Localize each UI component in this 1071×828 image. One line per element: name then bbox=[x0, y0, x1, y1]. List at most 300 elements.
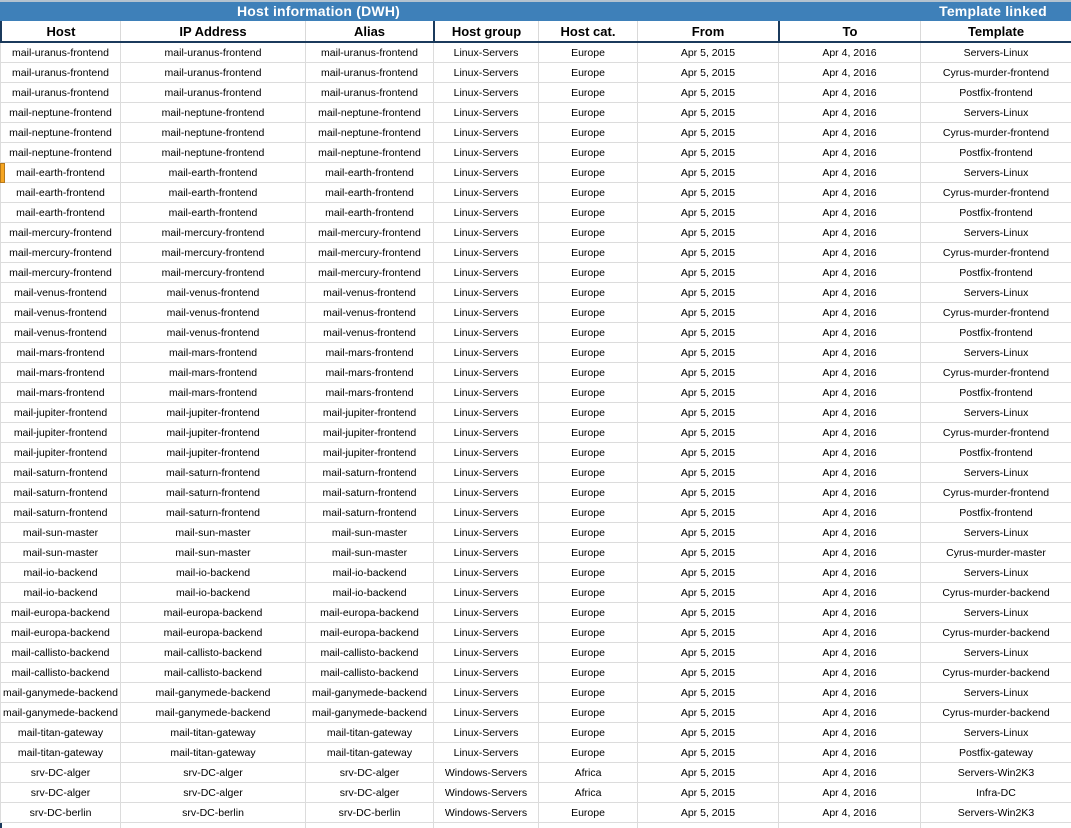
cell-ip: mail-mercury-frontend bbox=[120, 243, 305, 262]
table-row bbox=[0, 63, 1071, 83]
cell-ip: mail-neptune-frontend bbox=[120, 103, 305, 122]
cell-to bbox=[778, 823, 920, 828]
table-row bbox=[0, 583, 1071, 603]
cell-template: Cyrus-murder-frontend bbox=[920, 123, 1071, 142]
cell-host: mail-sun-master bbox=[0, 523, 120, 542]
cell-template: Servers-Linux bbox=[920, 523, 1071, 542]
cell-ip: mail-saturn-frontend bbox=[120, 463, 305, 482]
table-row bbox=[0, 503, 1071, 523]
cell-ip bbox=[120, 823, 305, 828]
cell-to: Apr 4, 2016 bbox=[778, 623, 920, 642]
table-row bbox=[0, 423, 1071, 443]
cell-template: Cyrus-murder-frontend bbox=[920, 63, 1071, 82]
cell-group: Linux-Servers bbox=[433, 283, 538, 302]
table-row bbox=[0, 683, 1071, 703]
cell-ip: mail-mercury-frontend bbox=[120, 263, 305, 282]
cell-alias bbox=[305, 823, 433, 828]
cell-from: Apr 5, 2015 bbox=[637, 163, 778, 182]
cell-cat: Europe bbox=[538, 123, 637, 142]
cell-from: Apr 5, 2015 bbox=[637, 83, 778, 102]
cell-host: mail-europa-backend bbox=[0, 623, 120, 642]
cell-ip: mail-uranus-frontend bbox=[120, 63, 305, 82]
column-header-template: Template bbox=[920, 21, 1071, 41]
cell-group: Windows-Servers bbox=[433, 803, 538, 822]
cell-group: Linux-Servers bbox=[433, 503, 538, 522]
cell-alias: mail-neptune-frontend bbox=[305, 123, 433, 142]
column-header-host: Host bbox=[0, 21, 120, 41]
cell-to: Apr 4, 2016 bbox=[778, 523, 920, 542]
cell-ip: mail-sun-master bbox=[120, 543, 305, 562]
cell-alias: mail-uranus-frontend bbox=[305, 83, 433, 102]
cell-to: Apr 4, 2016 bbox=[778, 203, 920, 222]
table-row bbox=[0, 643, 1071, 663]
cell-host: mail-earth-frontend bbox=[0, 203, 120, 222]
cell-template: Servers-Linux bbox=[920, 563, 1071, 582]
cell-from: Apr 5, 2015 bbox=[637, 463, 778, 482]
cell-template: Servers-Linux bbox=[920, 283, 1071, 302]
cell-host: mail-neptune-frontend bbox=[0, 143, 120, 162]
cell-cat: Europe bbox=[538, 223, 637, 242]
cell-to: Apr 4, 2016 bbox=[778, 463, 920, 482]
cell-ip: mail-callisto-backend bbox=[120, 663, 305, 682]
cell-alias: mail-mars-frontend bbox=[305, 383, 433, 402]
table-row bbox=[0, 743, 1071, 763]
cell-to: Apr 4, 2016 bbox=[778, 423, 920, 442]
cell-alias: mail-mercury-frontend bbox=[305, 263, 433, 282]
cell-template: Cyrus-murder-frontend bbox=[920, 423, 1071, 442]
cell-group: Linux-Servers bbox=[433, 43, 538, 62]
cell-template: Servers-Linux bbox=[920, 643, 1071, 662]
table-row bbox=[0, 363, 1071, 383]
column-header-alias: Alias bbox=[305, 21, 433, 41]
cell-to: Apr 4, 2016 bbox=[778, 683, 920, 702]
cell-group: Linux-Servers bbox=[433, 243, 538, 262]
cell-from: Apr 5, 2015 bbox=[637, 683, 778, 702]
cell-group: Linux-Servers bbox=[433, 683, 538, 702]
cell-from: Apr 5, 2015 bbox=[637, 483, 778, 502]
cell-ip: mail-jupiter-frontend bbox=[120, 403, 305, 422]
cell-group: Linux-Servers bbox=[433, 163, 538, 182]
title-bar bbox=[0, 2, 1071, 21]
cell-cat: Europe bbox=[538, 303, 637, 322]
cell-ip: mail-titan-gateway bbox=[120, 723, 305, 742]
cell-alias: mail-jupiter-frontend bbox=[305, 443, 433, 462]
cell-template: Servers-Linux bbox=[920, 603, 1071, 622]
cell-host: mail-uranus-frontend bbox=[0, 63, 120, 82]
cell-cat: Europe bbox=[538, 803, 637, 822]
cell-alias: mail-saturn-frontend bbox=[305, 463, 433, 482]
cell-to: Apr 4, 2016 bbox=[778, 783, 920, 802]
cell-alias: mail-mars-frontend bbox=[305, 343, 433, 362]
cell-group: Windows-Servers bbox=[433, 783, 538, 802]
cell-to: Apr 4, 2016 bbox=[778, 83, 920, 102]
cell-to: Apr 4, 2016 bbox=[778, 543, 920, 562]
table-left-edge-mark bbox=[0, 823, 2, 828]
cell-cat: Europe bbox=[538, 183, 637, 202]
cell-cat: Europe bbox=[538, 423, 637, 442]
cell-cat: Africa bbox=[538, 783, 637, 802]
table-row bbox=[0, 223, 1071, 243]
table-row bbox=[0, 723, 1071, 743]
cell-template: Cyrus-murder-backend bbox=[920, 583, 1071, 602]
cell-group: Linux-Servers bbox=[433, 543, 538, 562]
column-header-ip: IP Address bbox=[120, 21, 305, 41]
cell-cat: Europe bbox=[538, 683, 637, 702]
cell-template: Servers-Linux bbox=[920, 43, 1071, 62]
table-row bbox=[0, 123, 1071, 143]
cell-host: mail-callisto-backend bbox=[0, 663, 120, 682]
cell-ip: mail-earth-frontend bbox=[120, 203, 305, 222]
cell-from: Apr 5, 2015 bbox=[637, 403, 778, 422]
cell-group: Linux-Servers bbox=[433, 183, 538, 202]
cell-cat: Europe bbox=[538, 323, 637, 342]
cell-alias: mail-titan-gateway bbox=[305, 743, 433, 762]
cell-ip: mail-saturn-frontend bbox=[120, 503, 305, 522]
table-row bbox=[0, 103, 1071, 123]
cell-template: Cyrus-murder-backend bbox=[920, 623, 1071, 642]
cell-template: Servers-Linux bbox=[920, 683, 1071, 702]
cell-alias: mail-mercury-frontend bbox=[305, 223, 433, 242]
cell-to: Apr 4, 2016 bbox=[778, 763, 920, 782]
cell-host: mail-mercury-frontend bbox=[0, 243, 120, 262]
cell-to: Apr 4, 2016 bbox=[778, 743, 920, 762]
cell-group: Linux-Servers bbox=[433, 223, 538, 242]
table-row bbox=[0, 623, 1071, 643]
cell-host: mail-uranus-frontend bbox=[0, 43, 120, 62]
cell-host: mail-saturn-frontend bbox=[0, 503, 120, 522]
table-row bbox=[0, 483, 1071, 503]
cell-to: Apr 4, 2016 bbox=[778, 43, 920, 62]
cell-cat: Europe bbox=[538, 623, 637, 642]
cell-ip: mail-jupiter-frontend bbox=[120, 423, 305, 442]
cell-ip: mail-saturn-frontend bbox=[120, 483, 305, 502]
cell-alias: mail-mercury-frontend bbox=[305, 243, 433, 262]
cell-group: Linux-Servers bbox=[433, 83, 538, 102]
cell-to: Apr 4, 2016 bbox=[778, 103, 920, 122]
cell-to: Apr 4, 2016 bbox=[778, 223, 920, 242]
cell-group: Linux-Servers bbox=[433, 263, 538, 282]
cell-alias: mail-mars-frontend bbox=[305, 363, 433, 382]
cell-to: Apr 4, 2016 bbox=[778, 563, 920, 582]
cell-template: Cyrus-murder-backend bbox=[920, 703, 1071, 722]
cell-from: Apr 5, 2015 bbox=[637, 303, 778, 322]
cell-alias: mail-sun-master bbox=[305, 543, 433, 562]
cell-from: Apr 5, 2015 bbox=[637, 383, 778, 402]
cell-from: Apr 5, 2015 bbox=[637, 783, 778, 802]
cell-template: Postfix-frontend bbox=[920, 263, 1071, 282]
cell-template: Servers-Linux bbox=[920, 223, 1071, 242]
cell-from: Apr 5, 2015 bbox=[637, 103, 778, 122]
cell-ip: mail-sun-master bbox=[120, 523, 305, 542]
cell-cat: Europe bbox=[538, 703, 637, 722]
cell-from: Apr 5, 2015 bbox=[637, 763, 778, 782]
cell-alias: mail-venus-frontend bbox=[305, 323, 433, 342]
cell-cat: Europe bbox=[538, 463, 637, 482]
table-header-row bbox=[0, 21, 1071, 43]
cell-template: Postfix-frontend bbox=[920, 143, 1071, 162]
cell-host: mail-saturn-frontend bbox=[0, 463, 120, 482]
cell-template: Cyrus-murder-frontend bbox=[920, 243, 1071, 262]
cell-cat bbox=[538, 823, 637, 828]
cell-ip: mail-callisto-backend bbox=[120, 643, 305, 662]
cell-to: Apr 4, 2016 bbox=[778, 583, 920, 602]
cell-host: mail-io-backend bbox=[0, 583, 120, 602]
table-row bbox=[0, 783, 1071, 803]
partial-next-row bbox=[0, 823, 1071, 828]
cell-from: Apr 5, 2015 bbox=[637, 563, 778, 582]
cell-template: Servers-Win2K3 bbox=[920, 763, 1071, 782]
cell-template: Servers-Linux bbox=[920, 343, 1071, 362]
cell-template: Cyrus-murder-frontend bbox=[920, 363, 1071, 382]
cell-host: mail-jupiter-frontend bbox=[0, 423, 120, 442]
cell-from: Apr 5, 2015 bbox=[637, 283, 778, 302]
cell-template: Servers-Linux bbox=[920, 463, 1071, 482]
cell-alias: mail-neptune-frontend bbox=[305, 143, 433, 162]
table-row bbox=[0, 763, 1071, 783]
cell-ip: mail-mars-frontend bbox=[120, 343, 305, 362]
cell-ip: srv-DC-alger bbox=[120, 763, 305, 782]
cell-to: Apr 4, 2016 bbox=[778, 483, 920, 502]
cell-to: Apr 4, 2016 bbox=[778, 663, 920, 682]
cell-from: Apr 5, 2015 bbox=[637, 803, 778, 822]
cell-alias: mail-europa-backend bbox=[305, 623, 433, 642]
cell-ip: mail-earth-frontend bbox=[120, 163, 305, 182]
cell-to: Apr 4, 2016 bbox=[778, 283, 920, 302]
cell-host: mail-mars-frontend bbox=[0, 343, 120, 362]
cell-from: Apr 5, 2015 bbox=[637, 43, 778, 62]
table-row bbox=[0, 323, 1071, 343]
cell-group: Linux-Servers bbox=[433, 603, 538, 622]
cell-group: Linux-Servers bbox=[433, 463, 538, 482]
cell-alias: mail-earth-frontend bbox=[305, 203, 433, 222]
cell-alias: mail-ganymede-backend bbox=[305, 683, 433, 702]
table-row bbox=[0, 383, 1071, 403]
cell-host: mail-sun-master bbox=[0, 543, 120, 562]
table-row bbox=[0, 463, 1071, 483]
cell-alias: mail-saturn-frontend bbox=[305, 503, 433, 522]
cell-group: Linux-Servers bbox=[433, 563, 538, 582]
cell-host: mail-titan-gateway bbox=[0, 743, 120, 762]
cell-to: Apr 4, 2016 bbox=[778, 503, 920, 522]
table-body bbox=[0, 43, 1071, 823]
cell-group: Linux-Servers bbox=[433, 63, 538, 82]
cell-cat: Europe bbox=[538, 603, 637, 622]
cell-from: Apr 5, 2015 bbox=[637, 223, 778, 242]
cell-ip: mail-uranus-frontend bbox=[120, 43, 305, 62]
cell-from: Apr 5, 2015 bbox=[637, 503, 778, 522]
table-row bbox=[0, 443, 1071, 463]
cell-alias: mail-venus-frontend bbox=[305, 283, 433, 302]
cell-ip: mail-ganymede-backend bbox=[120, 683, 305, 702]
cell-alias: mail-sun-master bbox=[305, 523, 433, 542]
table-row bbox=[0, 43, 1071, 63]
cell-host: mail-ganymede-backend bbox=[0, 703, 120, 722]
cell-ip: mail-venus-frontend bbox=[120, 303, 305, 322]
cell-from: Apr 5, 2015 bbox=[637, 423, 778, 442]
cell-template: Cyrus-murder-master bbox=[920, 543, 1071, 562]
cell-from: Apr 5, 2015 bbox=[637, 443, 778, 462]
cell-group: Linux-Servers bbox=[433, 483, 538, 502]
cell-ip: mail-venus-frontend bbox=[120, 283, 305, 302]
table-row bbox=[0, 603, 1071, 623]
cell-from: Apr 5, 2015 bbox=[637, 183, 778, 202]
cell-ip: mail-neptune-frontend bbox=[120, 143, 305, 162]
cell-alias: srv-DC-berlin bbox=[305, 803, 433, 822]
cell-alias: mail-titan-gateway bbox=[305, 723, 433, 742]
cell-template: Cyrus-murder-frontend bbox=[920, 183, 1071, 202]
cell-host: mail-uranus-frontend bbox=[0, 83, 120, 102]
cell-alias: mail-venus-frontend bbox=[305, 303, 433, 322]
cell-from: Apr 5, 2015 bbox=[637, 263, 778, 282]
cell-ip: srv-DC-alger bbox=[120, 783, 305, 802]
table-row bbox=[0, 403, 1071, 423]
cell-group: Linux-Servers bbox=[433, 343, 538, 362]
cell-to: Apr 4, 2016 bbox=[778, 263, 920, 282]
cell-cat: Europe bbox=[538, 523, 637, 542]
cell-template: Servers-Linux bbox=[920, 103, 1071, 122]
table-row bbox=[0, 183, 1071, 203]
cell-template bbox=[920, 823, 1071, 828]
row-annotation-marker bbox=[0, 163, 5, 183]
cell-cat: Europe bbox=[538, 543, 637, 562]
cell-to: Apr 4, 2016 bbox=[778, 163, 920, 182]
cell-alias: mail-jupiter-frontend bbox=[305, 403, 433, 422]
cell-cat: Europe bbox=[538, 383, 637, 402]
cell-from: Apr 5, 2015 bbox=[637, 723, 778, 742]
cell-host: mail-venus-frontend bbox=[0, 283, 120, 302]
report-title: Host information (DWH) bbox=[236, 3, 401, 19]
cell-group: Linux-Servers bbox=[433, 203, 538, 222]
cell-ip: mail-io-backend bbox=[120, 563, 305, 582]
table-row bbox=[0, 163, 1071, 183]
cell-ip: mail-mars-frontend bbox=[120, 363, 305, 382]
cell-from: Apr 5, 2015 bbox=[637, 323, 778, 342]
cell-template: Servers-Linux bbox=[920, 163, 1071, 182]
cell-ip: mail-europa-backend bbox=[120, 603, 305, 622]
cell-host: mail-jupiter-frontend bbox=[0, 443, 120, 462]
cell-group: Linux-Servers bbox=[433, 523, 538, 542]
table-row bbox=[0, 303, 1071, 323]
cell-template: Servers-Linux bbox=[920, 723, 1071, 742]
cell-alias: mail-uranus-frontend bbox=[305, 63, 433, 82]
cell-host: mail-neptune-frontend bbox=[0, 123, 120, 142]
cell-host: mail-earth-frontend bbox=[0, 183, 120, 202]
cell-group: Linux-Servers bbox=[433, 623, 538, 642]
cell-ip: mail-europa-backend bbox=[120, 623, 305, 642]
cell-ip: mail-neptune-frontend bbox=[120, 123, 305, 142]
table-row bbox=[0, 563, 1071, 583]
cell-ip: mail-io-backend bbox=[120, 583, 305, 602]
template-linked-title: Template linked bbox=[939, 3, 1047, 19]
cell-template: Postfix-frontend bbox=[920, 443, 1071, 462]
cell-to: Apr 4, 2016 bbox=[778, 803, 920, 822]
cell-group: Linux-Servers bbox=[433, 323, 538, 342]
cell-to: Apr 4, 2016 bbox=[778, 383, 920, 402]
cell-alias: mail-uranus-frontend bbox=[305, 43, 433, 62]
cell-host: srv-DC-alger bbox=[0, 763, 120, 782]
cell-from: Apr 5, 2015 bbox=[637, 143, 778, 162]
cell-group: Linux-Servers bbox=[433, 583, 538, 602]
cell-cat: Europe bbox=[538, 143, 637, 162]
cell-template: Servers-Win2K3 bbox=[920, 803, 1071, 822]
cell-from: Apr 5, 2015 bbox=[637, 623, 778, 642]
cell-alias: mail-europa-backend bbox=[305, 603, 433, 622]
cell-ip: srv-DC-berlin bbox=[120, 803, 305, 822]
cell-cat: Europe bbox=[538, 563, 637, 582]
cell-from: Apr 5, 2015 bbox=[637, 63, 778, 82]
column-header-to: To bbox=[778, 21, 920, 41]
cell-alias: mail-saturn-frontend bbox=[305, 483, 433, 502]
cell-host: srv-DC-alger bbox=[0, 783, 120, 802]
cell-template: Postfix-frontend bbox=[920, 503, 1071, 522]
cell-group: Linux-Servers bbox=[433, 443, 538, 462]
cell-ip: mail-mars-frontend bbox=[120, 383, 305, 402]
cell-template: Infra-DC bbox=[920, 783, 1071, 802]
cell-host: mail-ganymede-backend bbox=[0, 683, 120, 702]
cell-cat: Europe bbox=[538, 503, 637, 522]
cell-template: Postfix-frontend bbox=[920, 383, 1071, 402]
table-row bbox=[0, 283, 1071, 303]
table-row bbox=[0, 663, 1071, 683]
cell-template: Postfix-frontend bbox=[920, 203, 1071, 222]
cell-alias: mail-callisto-backend bbox=[305, 663, 433, 682]
table-row bbox=[0, 203, 1071, 223]
column-header-group: Host group bbox=[433, 21, 538, 41]
cell-alias: mail-earth-frontend bbox=[305, 183, 433, 202]
cell-ip: mail-earth-frontend bbox=[120, 183, 305, 202]
cell-host: mail-titan-gateway bbox=[0, 723, 120, 742]
cell-host: mail-venus-frontend bbox=[0, 303, 120, 322]
cell-alias: mail-io-backend bbox=[305, 583, 433, 602]
cell-host: mail-mars-frontend bbox=[0, 363, 120, 382]
cell-alias: mail-jupiter-frontend bbox=[305, 423, 433, 442]
cell-from: Apr 5, 2015 bbox=[637, 243, 778, 262]
cell-ip: mail-jupiter-frontend bbox=[120, 443, 305, 462]
cell-cat: Europe bbox=[538, 443, 637, 462]
cell-to: Apr 4, 2016 bbox=[778, 643, 920, 662]
cell-to: Apr 4, 2016 bbox=[778, 343, 920, 362]
table-row bbox=[0, 803, 1071, 823]
cell-template: Cyrus-murder-backend bbox=[920, 663, 1071, 682]
cell-from: Apr 5, 2015 bbox=[637, 123, 778, 142]
cell-host: mail-mercury-frontend bbox=[0, 223, 120, 242]
cell-group: Linux-Servers bbox=[433, 423, 538, 442]
cell-group: Linux-Servers bbox=[433, 143, 538, 162]
cell-host: mail-mercury-frontend bbox=[0, 263, 120, 282]
cell-host: mail-jupiter-frontend bbox=[0, 403, 120, 422]
cell-from: Apr 5, 2015 bbox=[637, 663, 778, 682]
cell-group: Linux-Servers bbox=[433, 123, 538, 142]
cell-template: Servers-Linux bbox=[920, 403, 1071, 422]
cell-cat: Europe bbox=[538, 363, 637, 382]
cell-group bbox=[433, 823, 538, 828]
cell-to: Apr 4, 2016 bbox=[778, 363, 920, 382]
cell-to: Apr 4, 2016 bbox=[778, 63, 920, 82]
cell-to: Apr 4, 2016 bbox=[778, 303, 920, 322]
cell-host: mail-earth-frontend bbox=[0, 163, 120, 182]
cell-to: Apr 4, 2016 bbox=[778, 403, 920, 422]
cell-cat: Europe bbox=[538, 103, 637, 122]
table-row bbox=[0, 543, 1071, 563]
cell-from: Apr 5, 2015 bbox=[637, 583, 778, 602]
cell-from bbox=[637, 823, 778, 828]
cell-group: Linux-Servers bbox=[433, 723, 538, 742]
cell-cat: Europe bbox=[538, 663, 637, 682]
cell-alias: srv-DC-alger bbox=[305, 783, 433, 802]
cell-ip: mail-venus-frontend bbox=[120, 323, 305, 342]
cell-cat: Europe bbox=[538, 283, 637, 302]
cell-cat: Europe bbox=[538, 483, 637, 502]
